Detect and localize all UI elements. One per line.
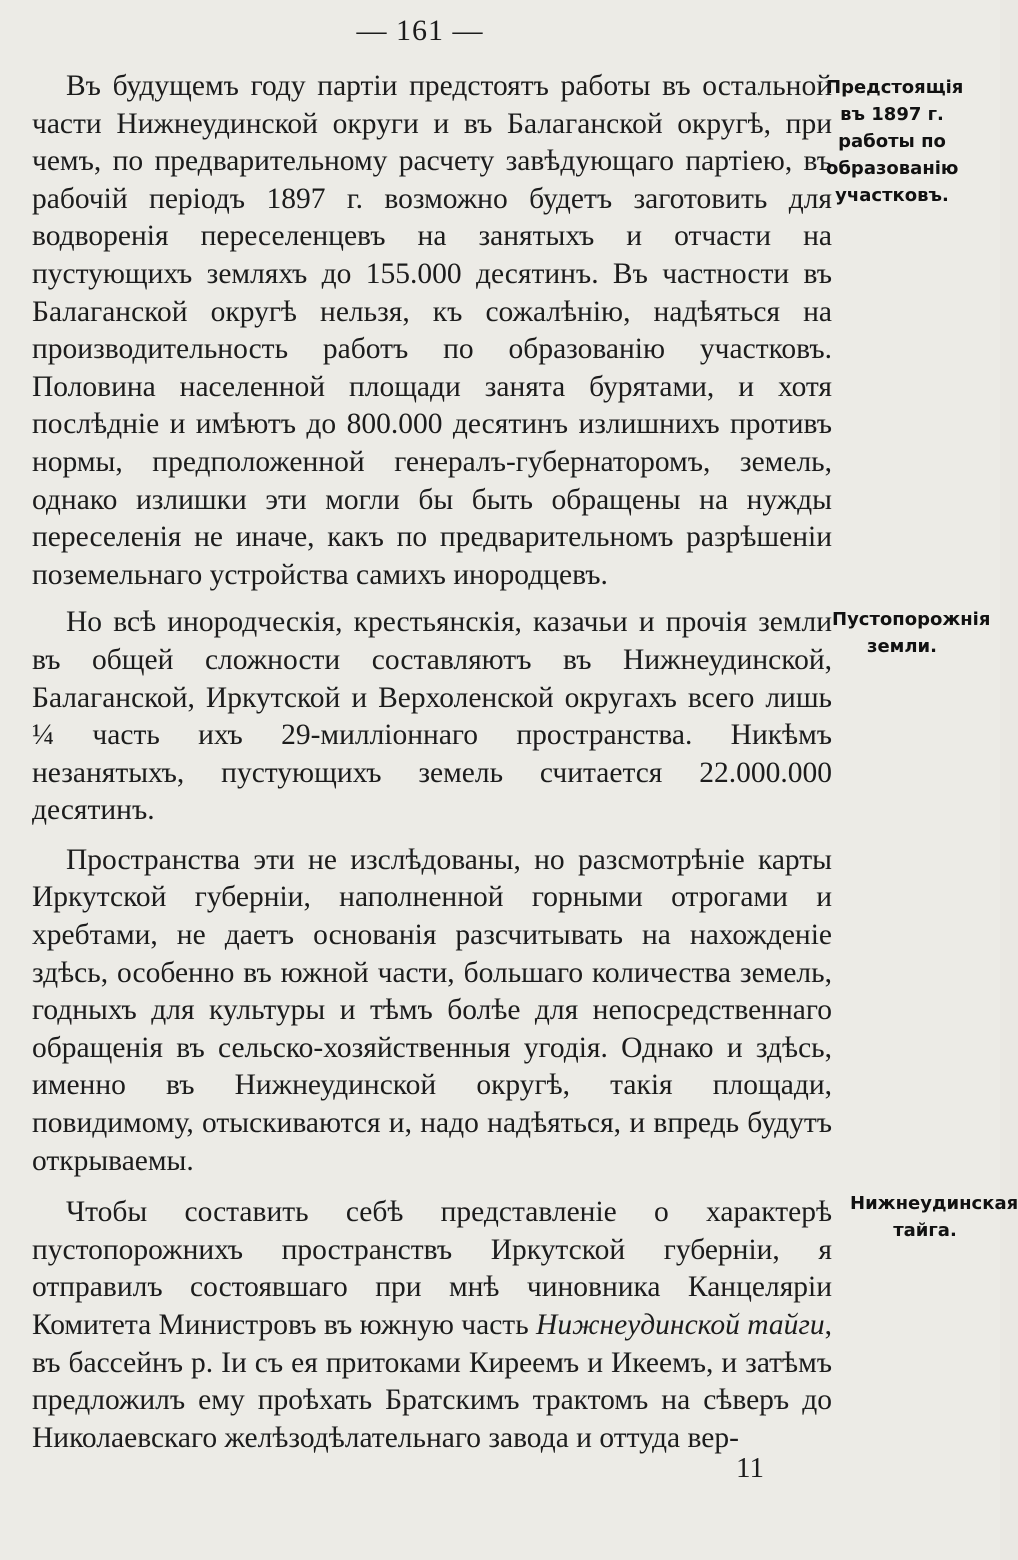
page-number: — 161 — [356,14,484,47]
paragraph-unexplored-spaces: Пространства эти не изслѣдованы, но разсмотрѣніе карты Иркутской губерніи, наполненной горными отрогами и хребтами, не даетъ основанія разсчитывать на нахожденіе здѣсь, особенно въ южной части, большаго количества земель, годныхъ для культуры и тѣмъ болѣе для непосредственнаго обращенія въ сельско-хозяйственныя угодія. Однако и здѣсь, именно въ Нижнеудинской округѣ, такія площади, повидимому, отыскиваются и, надо надѣяться, и впредь будутъ открываемы. [32,843,832,1177]
italic-place-name: Нижнеудинской тайги [536,1309,825,1341]
margin-note-taiga: Нижнеудинская тайга. [850,1193,1018,1241]
paragraph-expedition [32,1194,832,1457]
margin-note-upcoming-work: Предстоящія въ 1897 г. работы по образованію участковъ. [826,77,964,206]
paragraph-future-work: Въ будущемъ году партіи предстоятъ работы въ остальной части Нижнеудинской округи и въ Балаганской округѣ, при чемъ, по предварительному расчету завѣдующаго партіею, въ рабочій періодъ 1897 г. возможно будетъ заготовить для водворенія переселенцевъ на занятыхъ и отчасти на пустующихъ земляхъ до 155.000 десятинъ. Въ частности въ Балаганской округѣ нельзя, къ сожалѣнію, надѣяться на производительность работъ по образованію участковъ. Половина населенной площади занята бурятами, и хотя послѣдніе и имѣютъ до 800.000 десятинъ излишнихъ противъ нормы, предположенной генералъ-губернаторомъ, земель, однако излишки эти могли бы быть обращены на нужды переселенія не иначе, какъ по предварительномъ разрѣшеніи поземельнаго устройства самихъ инородцевъ. [32,70,832,591]
expedition-text-end: , въ бассейнъ р. Іи съ ея притоками Киреемъ и Икеемъ, и затѣмъ предложилъ ему проѣхать Братскимъ трактомъ на сѣверъ до Николаевскаго желѣзодѣлательнаго завода и оттуда вер- [32,1309,833,1454]
body-text [32,68,832,1467]
printer-signature-mark: 11 [736,1452,764,1484]
paragraph-vacant-lands: Но всѣ инородческія, крестьянскія, казачьи и прочія земли въ общей сложности составляютъ въ Нижнеудинской, Балаганской, Иркутской и Верхоленской округахъ всего лишь ¼ часть ихъ 29-милліоннаго пространства. Никѣмъ незанятыхъ, пустующихъ земель считается 22.000.000 десятинъ. [32,606,832,827]
expedition-text-start: Чтобы составить себѣ представленіе о характерѣ пустопорожнихъ пространствъ Иркутской губерніи, я отправилъ состоявшаго при мнѣ чиновника Канцеляріи Комитета Министровъ въ южную часть [32,1196,832,1341]
margin-note-vacant-lands: Пустопорожнія земли. [832,609,991,657]
